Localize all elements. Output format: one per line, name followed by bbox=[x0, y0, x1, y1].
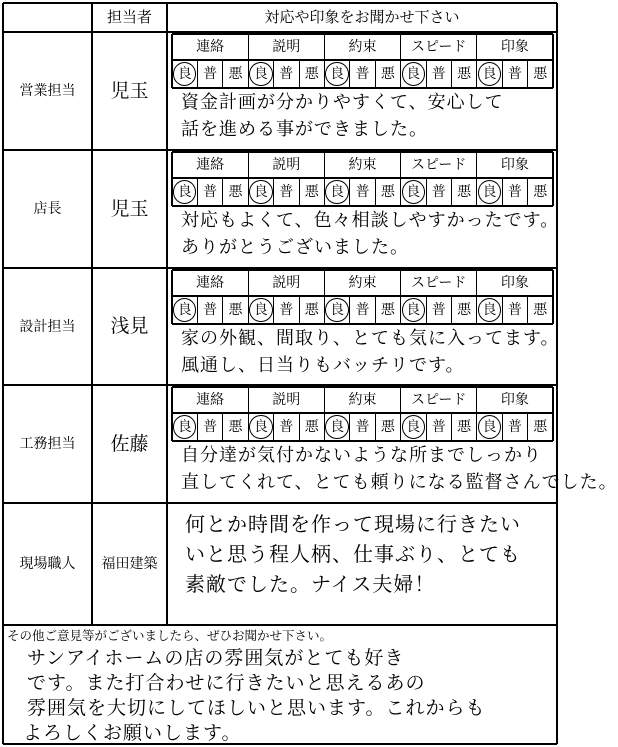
handwritten-comment: 話を進める事ができました。 bbox=[181, 119, 428, 140]
role-label: 工務担当 bbox=[19, 436, 76, 452]
category-label: スピード bbox=[410, 157, 467, 173]
grade-option[interactable]: 悪 bbox=[380, 419, 395, 435]
role-label: 店長 bbox=[33, 201, 62, 217]
grade-option[interactable]: 良 bbox=[406, 302, 421, 318]
role-label: 現場職人 bbox=[19, 556, 76, 572]
grade-option[interactable]: 良 bbox=[406, 419, 421, 435]
grade-option[interactable]: 良 bbox=[253, 419, 268, 435]
selected-grade-circle bbox=[249, 415, 272, 439]
handwritten-comment: 何とか時間を作って現場に行きたい bbox=[185, 512, 521, 536]
grade-option[interactable]: 普 bbox=[431, 419, 446, 435]
header-person: 担当者 bbox=[106, 8, 152, 26]
grade-option[interactable]: 良 bbox=[330, 66, 345, 82]
grade-option[interactable]: 良 bbox=[177, 66, 192, 82]
person-name: 福田建築 bbox=[101, 556, 158, 572]
selected-grade-circle bbox=[325, 415, 348, 439]
grade-option[interactable]: 普 bbox=[279, 184, 294, 200]
grade-option[interactable]: 普 bbox=[507, 419, 522, 435]
category-label: スピード bbox=[410, 39, 467, 55]
category-label: スピード bbox=[410, 392, 467, 408]
selected-grade-circle bbox=[402, 180, 425, 204]
category-label: 印象 bbox=[500, 157, 529, 173]
category-label: 連絡 bbox=[196, 275, 225, 291]
category-label: 連絡 bbox=[196, 157, 225, 173]
handwritten-comment: ありがとうございました。 bbox=[181, 237, 409, 258]
person-name: 児玉 bbox=[110, 79, 149, 102]
grade-option[interactable]: 悪 bbox=[533, 302, 548, 318]
grade-option[interactable]: 悪 bbox=[380, 302, 395, 318]
handwritten-comment: 家の外観、間取り、とても気に入ってます。 bbox=[181, 328, 560, 349]
grade-option[interactable]: 悪 bbox=[457, 184, 472, 200]
grade-option[interactable]: 普 bbox=[507, 66, 522, 82]
grade-option[interactable]: 普 bbox=[279, 419, 294, 435]
category-label: 連絡 bbox=[196, 392, 225, 408]
grade-option[interactable]: 良 bbox=[177, 419, 192, 435]
category-label: 説明 bbox=[272, 39, 301, 55]
selected-grade-circle bbox=[478, 415, 501, 439]
handwritten-comment: 直してくれて、とても頼りになる監督さんでした。 bbox=[181, 472, 618, 493]
grade-option[interactable]: 良 bbox=[330, 302, 345, 318]
grade-option[interactable]: 悪 bbox=[533, 419, 548, 435]
grade-option[interactable]: 悪 bbox=[228, 419, 243, 435]
handwritten-comment: 風通し、日当りもバッチリです。 bbox=[181, 355, 465, 376]
handwritten-comment: 資金計画が分かりやすくて、安心して bbox=[181, 92, 504, 113]
category-label: 約束 bbox=[348, 39, 377, 55]
grade-option[interactable]: 悪 bbox=[304, 419, 319, 435]
grade-option[interactable]: 良 bbox=[482, 419, 497, 435]
handwritten-comment: よろしくお願いします。 bbox=[23, 722, 242, 744]
category-label: 印象 bbox=[500, 275, 529, 291]
category-label: 約束 bbox=[348, 157, 377, 173]
grade-option[interactable]: 普 bbox=[431, 302, 446, 318]
grade-option[interactable]: 悪 bbox=[228, 302, 243, 318]
category-label: 説明 bbox=[272, 157, 301, 173]
grade-option[interactable]: 悪 bbox=[457, 66, 472, 82]
grade-option[interactable]: 悪 bbox=[380, 66, 395, 82]
selected-grade-circle bbox=[402, 415, 425, 439]
grade-option[interactable]: 悪 bbox=[533, 66, 548, 82]
handwritten-comment: 素敵でした。ナイス夫婦！ bbox=[185, 572, 436, 596]
grade-option[interactable]: 良 bbox=[253, 66, 268, 82]
grade-option[interactable]: 悪 bbox=[228, 184, 243, 200]
grade-option[interactable]: 良 bbox=[253, 184, 268, 200]
grade-option[interactable]: 普 bbox=[431, 66, 446, 82]
role-label: 営業担当 bbox=[19, 83, 76, 99]
grade-option[interactable]: 良 bbox=[177, 302, 192, 318]
grade-option[interactable]: 普 bbox=[355, 302, 370, 318]
category-label: 説明 bbox=[272, 275, 301, 291]
category-label: 連絡 bbox=[196, 39, 225, 55]
category-label: 印象 bbox=[500, 39, 529, 55]
grade-option[interactable]: 普 bbox=[507, 184, 522, 200]
grade-option[interactable]: 普 bbox=[203, 302, 218, 318]
grade-option[interactable]: 普 bbox=[507, 302, 522, 318]
role-label: 設計担当 bbox=[19, 318, 76, 335]
grade-option[interactable]: 良 bbox=[330, 184, 345, 200]
category-label: 印象 bbox=[500, 392, 529, 408]
grade-option[interactable]: 良 bbox=[253, 302, 268, 318]
grade-option[interactable]: 普 bbox=[279, 66, 294, 82]
selected-grade-circle bbox=[325, 180, 348, 204]
category-label: 約束 bbox=[348, 275, 377, 291]
grade-option[interactable]: 悪 bbox=[457, 419, 472, 435]
grade-option[interactable]: 悪 bbox=[304, 66, 319, 82]
selected-grade-circle bbox=[325, 62, 348, 86]
grade-option[interactable]: 普 bbox=[355, 66, 370, 82]
grade-option[interactable]: 悪 bbox=[380, 184, 395, 200]
person-name: 浅見 bbox=[110, 315, 149, 337]
grade-option[interactable]: 良 bbox=[406, 66, 421, 82]
selected-grade-circle bbox=[402, 298, 425, 322]
grade-option[interactable]: 普 bbox=[203, 66, 218, 82]
handwritten-comment: 雰囲気を大切にしてほしいと思います。これからも bbox=[27, 697, 486, 719]
other-comments-label: その他ご意見等がございましたら、ぜひお聞かせ下さい。 bbox=[7, 627, 333, 643]
grade-option[interactable]: 良 bbox=[482, 184, 497, 200]
person-name: 佐藤 bbox=[110, 432, 149, 455]
selected-grade-circle bbox=[478, 62, 501, 86]
grade-option[interactable]: 悪 bbox=[304, 184, 319, 200]
handwritten-comment: 対応もよくて、色々相談しやすかったです。 bbox=[181, 210, 560, 231]
person-name: 児玉 bbox=[110, 197, 149, 220]
grade-option[interactable]: 良 bbox=[482, 66, 497, 82]
selected-grade-circle bbox=[249, 298, 272, 322]
category-label: 約束 bbox=[348, 392, 377, 408]
grade-option[interactable]: 悪 bbox=[228, 66, 243, 82]
grade-option[interactable]: 普 bbox=[431, 184, 446, 200]
grade-option[interactable]: 普 bbox=[355, 184, 370, 200]
selected-grade-circle bbox=[402, 62, 425, 86]
grade-option[interactable]: 良 bbox=[330, 419, 345, 435]
grade-option[interactable]: 悪 bbox=[457, 302, 472, 318]
grade-option[interactable]: 良 bbox=[482, 302, 497, 318]
category-label: スピード bbox=[410, 275, 467, 291]
grade-option[interactable]: 普 bbox=[203, 419, 218, 435]
grade-option[interactable]: 悪 bbox=[304, 302, 319, 318]
selected-grade-circle bbox=[478, 180, 501, 204]
grade-option[interactable]: 悪 bbox=[533, 184, 548, 200]
selected-grade-circle bbox=[325, 298, 348, 322]
selected-grade-circle bbox=[249, 180, 272, 204]
grade-option[interactable]: 良 bbox=[177, 184, 192, 200]
handwritten-comment: 自分達が気付かないような所までしっかり bbox=[181, 445, 542, 466]
selected-grade-circle bbox=[478, 298, 501, 322]
grade-option[interactable]: 良 bbox=[406, 184, 421, 200]
grade-option[interactable]: 普 bbox=[279, 302, 294, 318]
grade-option[interactable]: 普 bbox=[355, 419, 370, 435]
handwritten-comment: です。また打合わせに行きたいと思えるあの bbox=[27, 672, 426, 694]
category-label: 説明 bbox=[272, 392, 301, 408]
handwritten-comment: サンアイホームの店の雰囲気がとても好き bbox=[27, 647, 405, 669]
header-feedback: 対応や印象をお聞かせ下さい bbox=[264, 8, 460, 26]
selected-grade-circle bbox=[249, 62, 272, 86]
frame-right bbox=[556, 3, 559, 744]
handwritten-comment: いと思う程人柄、仕事ぶり、とても bbox=[185, 542, 521, 566]
grade-option[interactable]: 普 bbox=[203, 184, 218, 200]
